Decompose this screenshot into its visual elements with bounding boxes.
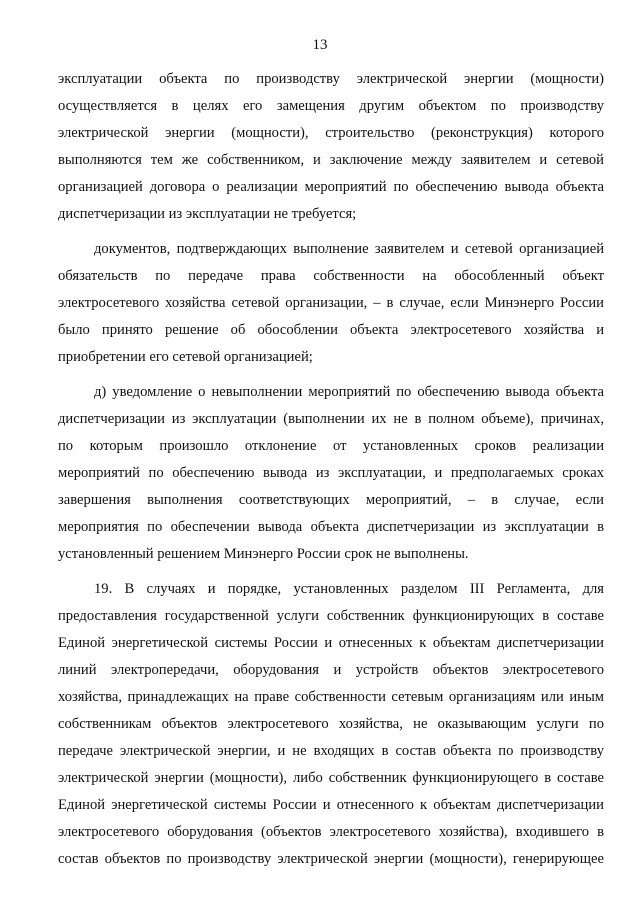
paragraph-2 — [58, 236, 604, 371]
text-line: выполняются тем же собственником, и заключение между заявителем и сетевой — [58, 152, 604, 168]
text-line: электрической энергии (мощности), строительство (реконструкция) которого — [58, 125, 604, 141]
text-line: передаче электрической энергии, и не входящих в состав объекта по производству — [58, 743, 604, 759]
text-line: собственникам объектов электросетевого хозяйства, не оказывающим услуги по — [58, 716, 604, 732]
text-line: Единой энергетической системы России и отнесенного к объектам диспетчеризации — [58, 797, 604, 813]
text-line: мероприятия по обеспечении вывода объекта диспетчеризации из эксплуатации в — [58, 519, 604, 535]
text-line: диспетчеризации из эксплуатации не требуется; — [58, 206, 357, 222]
paragraph-3 — [58, 379, 604, 568]
paragraph-1 — [58, 66, 604, 228]
text-line: состав объектов по производству электрической энергии (мощности), генерирующее — [58, 851, 604, 867]
text-line: линий электропередачи, оборудования и устройств объектов электросетевого — [58, 662, 604, 678]
page-number: 13 — [312, 37, 328, 53]
text-line: Единой энергетической системы России и отнесенных к объектам диспетчеризации — [58, 635, 604, 651]
text-line: 19. В случаях и порядке, установленных разделом III Регламента, для — [94, 581, 604, 597]
text-line: диспетчеризации из эксплуатации (выполнении их не в полном объеме), причинах, — [58, 411, 604, 427]
text-line: д) уведомление о невыполнении мероприятий по обеспечению вывода объекта — [94, 384, 604, 400]
text-line: электросетевого хозяйства сетевой организации, – в случае, если Минэнерго России — [58, 295, 604, 311]
paragraph-4 — [58, 576, 604, 873]
text-line: по которым произошло отклонение от установленных сроков реализации — [58, 438, 604, 454]
text-line: установленный решением Минэнерго России срок не выполнены. — [58, 546, 469, 562]
text-line: хозяйства, принадлежащих на праве собственности сетевым организациям или иным — [58, 689, 604, 705]
text-line: документов, подтверждающих выполнение заявителем и сетевой организацией — [94, 241, 604, 257]
text-line: мероприятий по обеспечению вывода из эксплуатации, и предполагаемых сроках — [58, 465, 604, 481]
text-line: организацией договора о реализации мероприятий по обеспечению вывода объекта — [58, 179, 604, 195]
text-line: осуществляется в целях его замещения другим объектом по производству — [58, 98, 604, 114]
text-line: было принято решение об обособлении объекта электросетевого хозяйства и — [58, 322, 604, 338]
text-line: завершения выполнения соответствующих мероприятий, – в случае, если — [58, 492, 604, 508]
text-line: приобретении его сетевой организацией; — [58, 349, 313, 365]
text-line: эксплуатации объекта по производству электрической энергии (мощности) — [58, 71, 604, 87]
document-body — [58, 66, 604, 873]
text-line: электросетевого оборудования (объектов электросетевого хозяйства), входившего в — [58, 824, 604, 840]
text-line: электрической энергии (мощности), либо собственник функционирующего в составе — [58, 770, 604, 786]
text-line: предоставления государственной услуги собственник функционирующих в составе — [58, 608, 604, 624]
text-line: обязательств по передаче права собственности на обособленный объект — [58, 268, 604, 284]
